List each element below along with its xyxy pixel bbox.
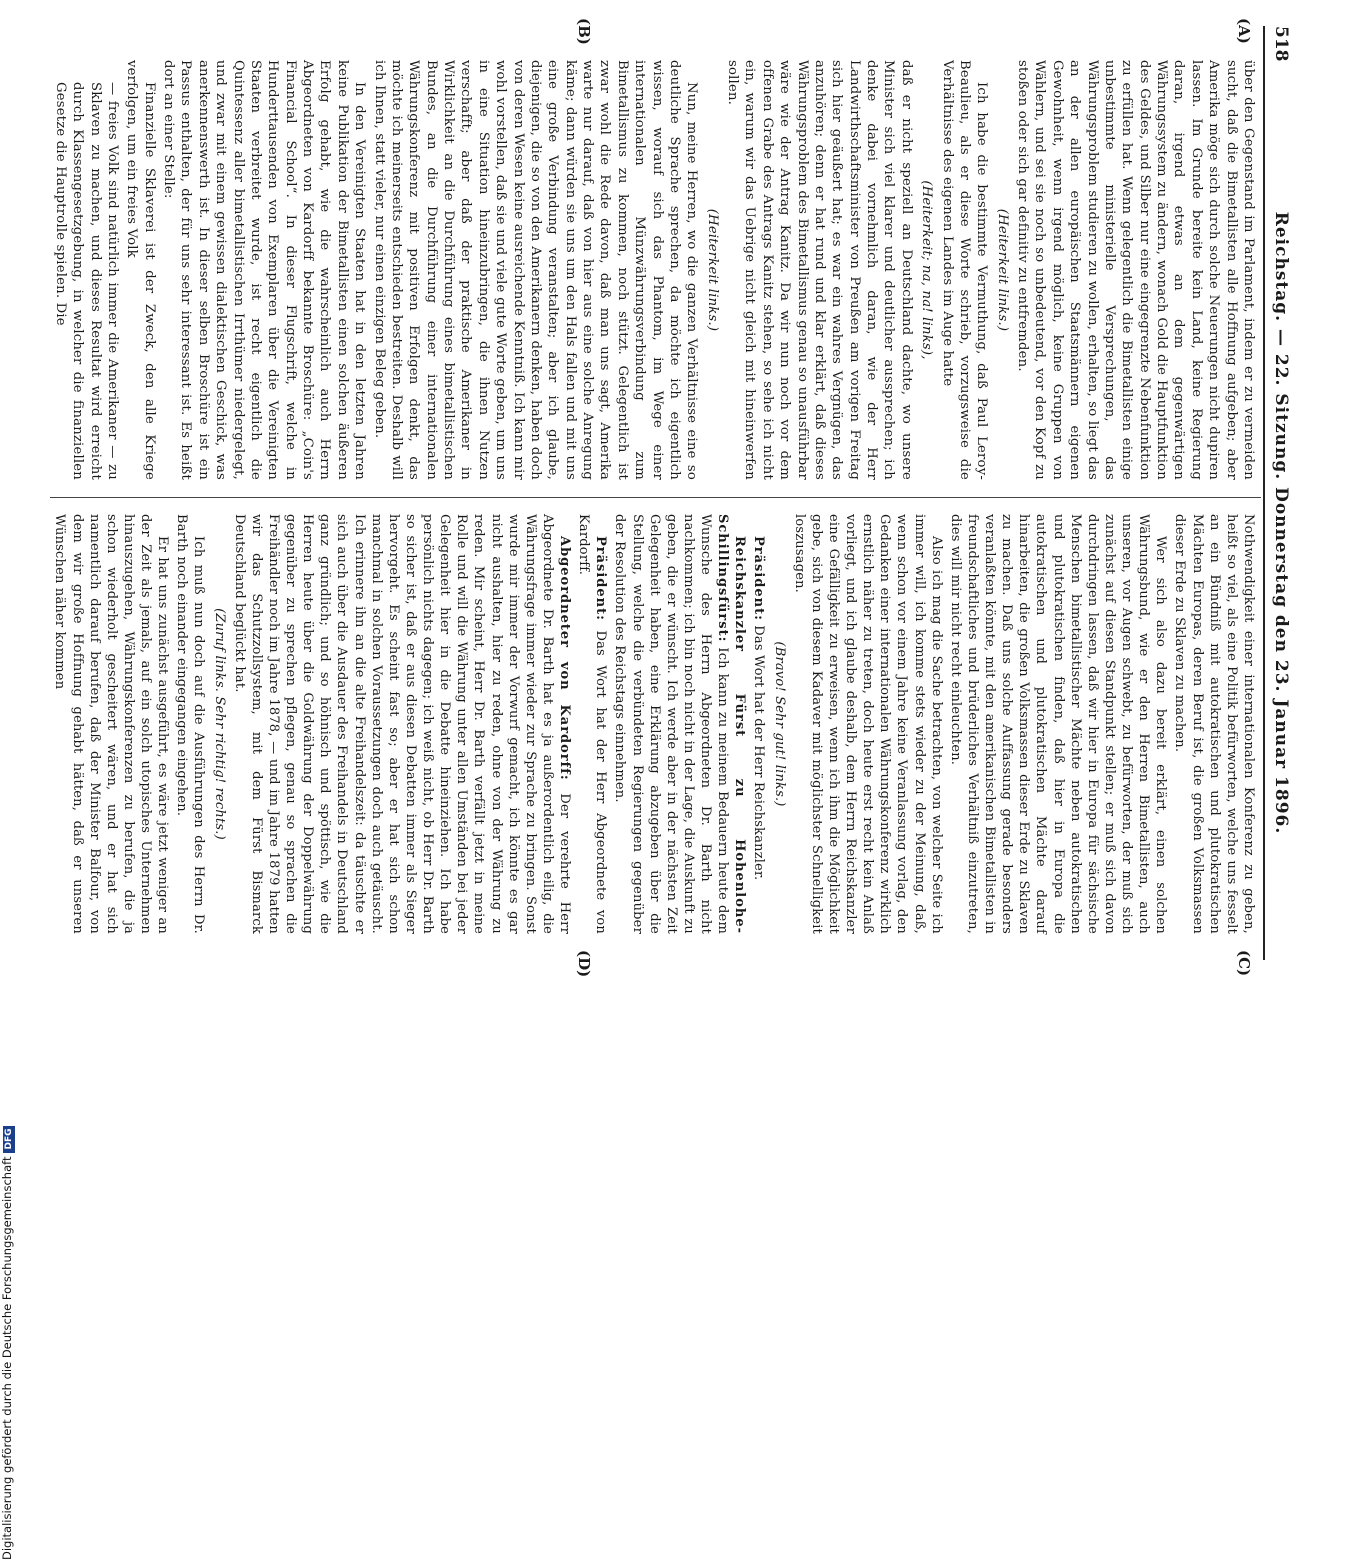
paragraph-text: Er hat uns zunächst ausgeführt, es wäre jetzt weniger an der Zeit als jemals, auf ein solch utopisches Unternehmen hinauszugehen, Währungskonferenzen zu berufen, die ja schon wiederholt gescheitert wären, und er hat sich namentlich darauf berufen, daß der Minister Balfour, von dem wir große Hoffnung gehabt hätten, daß er unseren Wünschen näher kommen [52, 514, 171, 934]
paragraph-text: — freies Volk sind natürlich immer die Amerikaner — zu Sklaven zu machen, und dieses Resultat wird erreicht durch Klassengesetzgebung, in welcher die finanziellen Gesetze die Hauptrolle spielen. Die [52, 82, 120, 480]
paragraph [173, 514, 207, 934]
paragraph-text: Ich muß nun doch auf die Ausführungen des Herrn Dr. Barth noch einander eingegangen eingehen. [174, 514, 207, 934]
quoted-paragraph [52, 60, 122, 480]
header-rule [1263, 26, 1265, 960]
paragraph-text: Also ich mag die Sache betrachten, von welcher Seite ich immer will, ich komme stets wieder zu der Meinung, daß, wenn schon vor einem Jahre keine Veranlassung vorlag, den Gedanken einer internationalen Währungskonferenz wirklich ernstlich näher zu treten, doch heute erst recht kein Anlaß vorliegt, und ich glaube deshalb, dem Herrn Reichskanzler eine Gefälligkeit zu erweisen, wenn ich ihm die Möglichkeit gebe, sich von diesem Kadaver mit möglichster Schnelligkeit loszusagen. [791, 514, 944, 934]
paragraph [51, 514, 171, 934]
paragraph-text: Ich kann zu meinem Bedauern heute dem Wunsche des Herrn Abgeordneten Dr. Barth nicht nachkommen; ich bin noch nicht in der Lage, die Auskunft zu geben, die er wünscht. Ich werde aber in der nächsten Zeit Gelegenheit haben, eine Erklärung abzugeben über die Stellung, welche die verbündeten Regierungen gegenüber der Resolution des Reichstags einnehmen. [612, 514, 731, 934]
paragraph [1171, 514, 1257, 934]
paragraph-text: Wer sich also dazu bereit erklärt, einen solchen Währungsbund, wie er den Herren Bimetallisten, auch unseren, vor Augen schwebt, zu befürworten, der muß sich zunächst auf diesen Standpunkt stellen; er muß sich davon durchdringen lassen, daß wir hier in Europa für sächsische Menschen bimetallistischer Mächte neben autokratischen und plutokratischen finden, daß hier in Europa die autokratischen und plutokratischen Mächte darauf hinarbeiten, die großen Volksmassen dieser Erde zu Sklaven zu machen. Daß uns solche Auffassung gerade besonders veranlaßten könnte, mit den amerikanischen Bimetallisten in freundschaftliches und brüderliches Verhältniß einzutreten, dies will mir nicht recht einleuchten. [947, 514, 1169, 934]
credit-text: Digitalisierung gefördert durch die Deutsche Forschungsgemeinschaft [0, 1156, 14, 1560]
speaker-name: Abgeordneter von Kardorff: [557, 536, 573, 781]
paragraph-text: In den Vereinigten Staaten hat in den letzten Jahren keine Publikation der Bimetallisten einen solchen äußeren Erfolg gehabt, wie die wahrscheinlich auch Herrn Abgeordneten von Kardorff bekannte Broschüre: „Coin's Financial School“. In dieser Flugschrift, welche in Hunderttausenden von Exemplaren über die Vereinigten Staaten verbreitet wurde, ist recht eigentlich die Quintessenz aller bimetallistischen Irrthümer niedergelegt, und zwar mit einem gewissen dialektischen Geschick, was anerkennenswerth ist. In dieser selben Broschüre ist ein Passus enthalten, der für uns sehr interessant ist. Es heißt dort an einer Stelle: [161, 60, 368, 480]
speaker-name: Präsident: [751, 536, 767, 621]
paragraph [160, 60, 369, 480]
speaker-name: Präsident: [593, 536, 609, 621]
speech-paragraph [231, 514, 574, 934]
paragraph [791, 514, 945, 934]
margin-letter-a: (A) [1235, 18, 1253, 44]
digitization-credit [0, 1120, 18, 1560]
right-column [52, 514, 1257, 934]
paragraph-text: Ich habe die bestimmte Vermuthung, daß Paul Leroy-Beaulieu, als er diese Worte schrieb, vorzugsweise die Verhältnisse des eigenen Landes im Auge hatte [939, 60, 990, 480]
page-header [1269, 26, 1293, 960]
paragraph [123, 60, 158, 480]
speech-paragraph [575, 514, 609, 934]
interjection [993, 60, 1010, 480]
paragraph-text: Der verehrte Herr Abgeordnete Dr. Barth hat es ja außerordentlich eilig, die Währungsfrage immer wieder zur Sprache zu bringen. Sonst wurde mir immer der Vorwurf gemacht, ich könnte es gar nicht aushalten, hier zu reden, ohne von der Währung zu reden. Mir scheint, Herr Dr. Barth verfällt jetzt in meine Rolle und will die Währung unter allen Umständen bei jeder Gelegenheit hier in die Debatte hineinziehen. Ich habe persönlich nichts dagegen; ich weiß nicht, ob Herr Dr. Barth so sicher ist, daß er aus diesen Debatten immer als Sieger hervorgeht. Es scheint fast so; aber er hat sich schon manchmal in solchen Voraussetzungen doch auch getäuscht. Ich erinnere ihn an die alte Freihandelszeit: da täuschte er sich auch über die Ausdauer des Freihandels in Deutschland ganz gründlich; und so höhnisch und spöttisch, wie die Herren heute über die Goldwährung der Doppelwährung gegenüber zu sprechen pflegen, genau so sprachen die Freihändler noch im Jahre 1878, — und im Jahre 1879 hatten wir das Schutzzollsystem, mit dem Fürst Bismarck Deutschland beglückt hat. [231, 514, 573, 935]
interjection [918, 60, 935, 480]
column-rule [50, 497, 1261, 498]
paragraph-text: Das Wort hat der Herr Abgeordnete von Kardorff. [576, 514, 609, 934]
page-number: 518 [1271, 26, 1291, 62]
paragraph-text: über den Gegenstand im Parlament, indem er zu vermeiden sucht, daß die Bimetallisten alle Hoffnung aufgeben; aber Amerika möge sich durch solche Neuerungen nicht dupiren lassen. Im Grunde bereite kein Land, keine Regierung daran, irgend etwas an dem gegenwärtigen Währungssystem zu ändern, wonach Gold die Hauptfunktion des Geldes, und Silber nur eine eingegrenzte Nebenfunktion zu erfüllen hat. Wenn gelegentlich die Bimetallisten einige unbestimmte ministerielle Versprechungen, das Währungsproblem studieren zu wollen, erhalten, so liegt das an der allen europäischen Staatsmännern eigenen Gewohnheit, wenn irgend möglich, keine Gruppen von Wählern, und sei sie noch so unbedeutend, vor den Kopf zu stoßen oder sich gar definitiv zu entfremden. [1015, 60, 1256, 480]
paragraph-text: Nothwendigkeit einer internationalen Konferenz zu geben, heißt so viel, als eine Politik befürworten, welche uns fesselt an ein Bündniß mit autokratischen und plutokratischen Mächten Europas, deren Beruf ist, die großen Volksmassen dieser Erde zu Sklaven zu machen. [1172, 514, 1256, 934]
paragraph [1014, 60, 1257, 480]
paragraph [724, 60, 915, 480]
paragraph [938, 60, 990, 480]
paragraph-text: Finanzielle Sklaverei ist der Zweck, den alle Kriege verfolgen, um ein freies Volk [124, 60, 157, 480]
interjection [771, 514, 788, 934]
paragraph-text: Das Wort hat der Herr Reichskanzler. [751, 625, 767, 881]
speaker-name: Reichskanzler Fürst zu Hohenlohe-Schillingsfürst: [715, 514, 748, 934]
interjection [211, 514, 228, 934]
margin-letter-b: (B) [575, 18, 593, 45]
margin-letter-c: (C) [1235, 950, 1253, 977]
running-title: Reichstag. — 22. Sitzung. Donnerstag den 23. Januar 1896. [1271, 211, 1291, 835]
margin-letter-d: (D) [575, 950, 593, 978]
paragraph-text: (Heiterkeit links.) [704, 208, 720, 332]
paragraph-text: (Heiterkeit; na, na! links), [919, 180, 935, 360]
paragraph-text: (Bravo! Sehr gut! links.) [771, 641, 787, 807]
paragraph-text: (Zuruf links. Sehr richtig! rechts.) [211, 608, 227, 840]
speech-paragraph [750, 514, 767, 934]
dfg-logo: DFG [3, 1126, 15, 1153]
paragraph-text: Nun, meine Herren, wo die ganzen Verhältnisse eine so deutliche Sprache sprechen, da möchte ich eigentlich wissen, worauf sich das Phantom, im Wege einer internationalen Münzwährungsverbindung zum Bimetallismus zu kommen, noch stützt. Gelegentlich ist zwar wohl die Rede davon, daß man uns sagt, Amerika warte nur darauf, daß von hier aus eine solche Anregung käme; dann würden sie uns um den Hals fallen und mit uns eine große Verbindung veranstalten; aber ich glaube, diejenigen, die so von den Amerikanern denken, haben doch von deren Wesen keine ausreichende Kenntniß. Ich kann mir wohl vorstellen, daß sie und viele gute Worte geben, um uns in eine Situation hineinzubringen, die ihnen Nutzen verschafft; aber daß der praktische Amerikaner in Wirklichkeit an die Durchführung eines bimetallistischen Bundes, an die Durchführung einer internationalen Währungskonferenz mit positiven Erfolgen denkt, das möchte ich meinerseits entschieden bestreiten. Deshalb will ich Ihnen, statt vieler, nur einen einzigen Beleg geben. [371, 60, 700, 480]
interjection [703, 60, 720, 480]
paragraph [947, 514, 1170, 934]
paragraph [370, 60, 700, 480]
speech-paragraph [611, 514, 748, 934]
paragraph-text: (Heiterkeit links.) [994, 208, 1010, 332]
paragraph-text: daß er nicht speziell an Deutschland dachte, wo unsere Minister sich viel klarer und deutlicher aussprechen; ich denke dabei vornehmlich daran, wie der Herr Landwirthschaftsminister von Preußen am vorigen Freitag sich hier geäußert hat; es war ein wahres Vergnügen, das anzuhören; denn er hat rund und klar erklärt, daß dieses Währungsproblem des Bimetallismus genau so unausführbar wäre wie der Antrag Kanitz. Da wir nun noch vor dem offenen Grabe des Antrags Kanitz stehen, so sehe ich nicht ein, warum wir das Uebrige nicht gleich mit hineinwerfen sollen. [725, 60, 914, 480]
left-column [52, 60, 1257, 480]
